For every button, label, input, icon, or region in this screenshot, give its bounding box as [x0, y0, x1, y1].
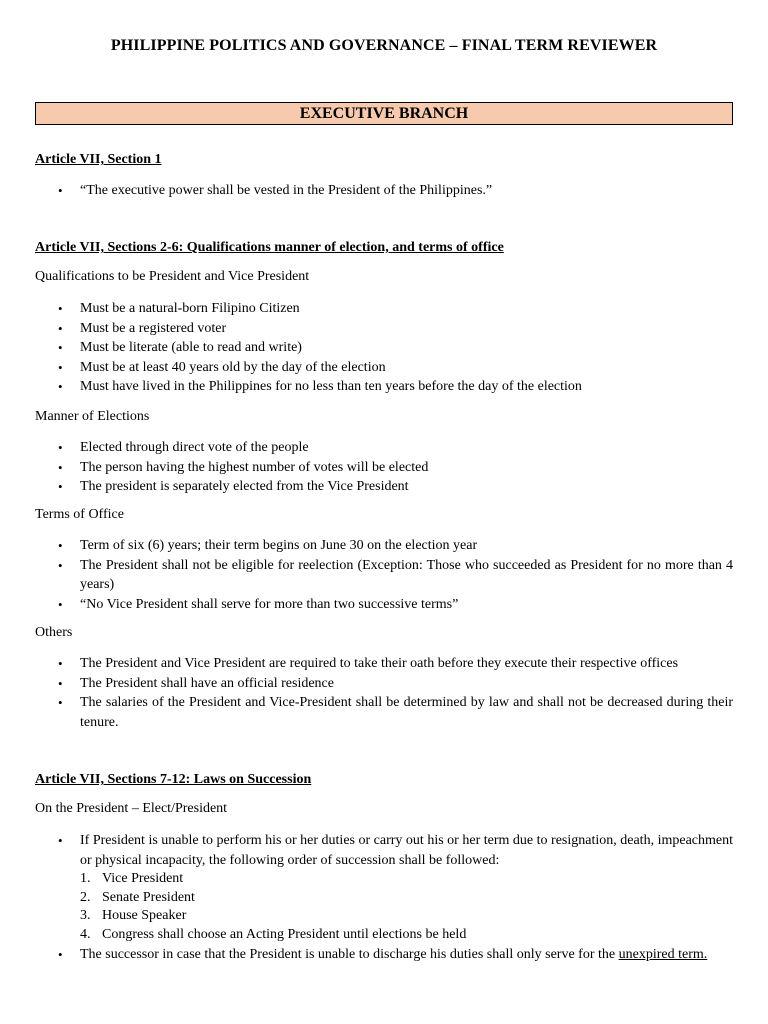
list-item: • The President and Vice President are required to take their oath before they execute their respective offices	[35, 654, 733, 674]
section-heading-article7-sec1: Article VII, Section 1	[35, 152, 162, 167]
list-item-successor-term	[35, 945, 733, 965]
order-number: 2.	[80, 889, 91, 905]
section-heading-article7-sec7-12: Article VII, Sections 7-12: Laws on Succession	[35, 772, 312, 787]
others-list	[35, 654, 733, 732]
order-number: 3.	[80, 908, 91, 924]
manner-of-elections-list	[35, 438, 733, 497]
others-label: Others	[35, 625, 73, 640]
section-heading-article7-sec2-6: Article VII, Sections 2-6: Qualifications manner of election, and terms of office	[35, 240, 504, 255]
order-text: Senate President	[102, 889, 195, 905]
qualifications-label: Qualifications to be President and Vice President	[35, 269, 310, 284]
president-elect-label: On the President – Elect/President	[35, 801, 228, 816]
order-text: Congress shall choose an Acting President until elections be held	[102, 926, 467, 942]
list-item: • “No Vice President shall serve for more than two successive terms”	[35, 595, 733, 615]
list-item: • “The executive power shall be vested in the President of the Philippines.”	[35, 181, 733, 201]
section-banner-executive-branch: EXECUTIVE BRANCH	[35, 102, 733, 125]
succession-rule-text: If President is unable to perform his or her duties or carry out his or her term due to resignation, death, impeachment or physical incapacity, the following order of succession shall be followed:	[80, 833, 733, 868]
list-item: • The person having the highest number of votes will be elected	[35, 458, 733, 478]
list-item: • Must be at least 40 years old by the day of the election	[35, 358, 733, 378]
list-item: • The salaries of the President and Vice-President shall be determined by law and shall not be decreased during their tenure.	[35, 693, 733, 732]
list-item: • Elected through direct vote of the people	[35, 438, 733, 458]
succession-order-item	[80, 926, 733, 945]
list-item: • Must have lived in the Philippines for no less than ten years before the day of the election	[35, 377, 733, 397]
order-text: Vice President	[102, 871, 184, 887]
list-item: • The President shall have an official residence	[35, 674, 733, 694]
document-title: PHILIPPINE POLITICS AND GOVERNANCE – FINAL TERM REVIEWER	[110, 37, 658, 54]
list-item: • Must be a registered voter	[35, 319, 733, 339]
succession-order-list	[80, 870, 733, 944]
list-item-succession-rule	[35, 831, 733, 945]
succession-order-item	[80, 907, 733, 926]
order-number: 4.	[80, 926, 91, 942]
list-item: • Must be a natural-born Filipino Citizen	[35, 299, 733, 319]
list-item: • The president is separately elected from the Vice President	[35, 477, 733, 497]
sec1-list	[35, 181, 733, 201]
unexpired-term-text: unexpired term.	[618, 946, 708, 962]
order-number: 1.	[80, 871, 91, 887]
list-item: • The President shall not be eligible for reelection (Exception: Those who succeeded as President for no more than 4 years)	[35, 556, 733, 595]
terms-of-office-list	[35, 536, 733, 614]
succession-order-item	[80, 889, 733, 908]
manner-of-elections-label: Manner of Elections	[35, 409, 150, 424]
succession-list	[35, 831, 733, 964]
qualifications-list	[35, 299, 733, 397]
succession-order-item	[80, 870, 733, 889]
list-item: • Must be literate (able to read and write)	[35, 338, 733, 358]
terms-of-office-label: Terms of Office	[35, 507, 124, 522]
order-text: House Speaker	[102, 908, 187, 924]
successor-term-text: The successor in case that the President is unable to discharge his duties shall only serve for the	[80, 946, 619, 962]
list-item: • Term of six (6) years; their term begins on June 30 on the election year	[35, 536, 733, 556]
